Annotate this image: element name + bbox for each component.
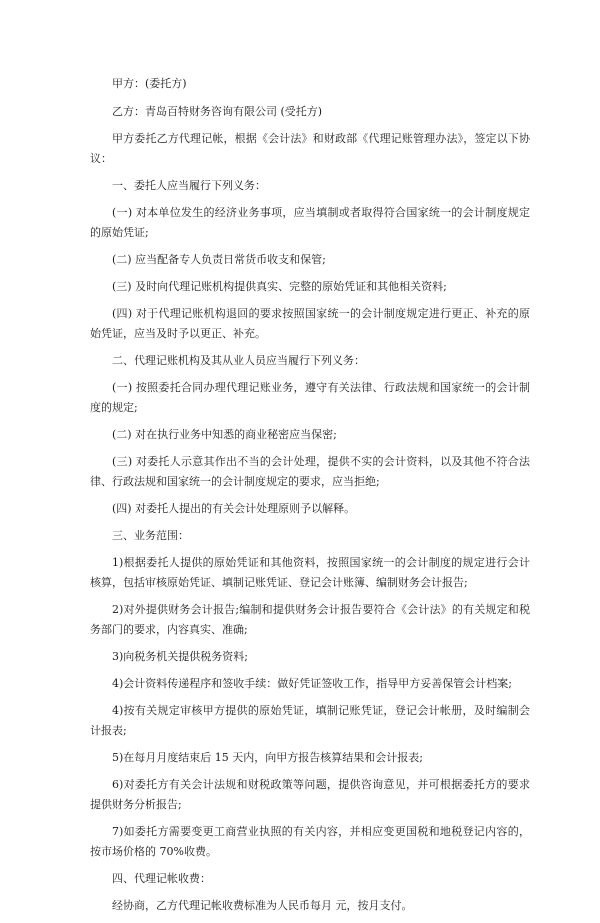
client-obligation-1: (一) 对本单位发生的经济业务事项，应当填制或者取得符合国家统一的会计制度规定的原始凭证; xyxy=(90,206,530,239)
client-obligation-3: (三) 及时向代理记账机构提供真实、完整的原始凭证和其他相关资料; xyxy=(112,280,447,293)
scope-item-4a: 4)会计资料传递程序和签收手续：做好凭证签收工作，指导甲方妥善保管会计档案; xyxy=(112,677,512,690)
scope-item-4b: 4)按有关规定审核甲方提供的原始凭证，填制记账凭证，登记会计帐册，及时编制会计报表; xyxy=(90,704,530,737)
party-b-line: 乙方：青岛百特财务咨询有限公司 (受托方) xyxy=(112,105,323,118)
agency-obligation-2: (二) 对在执行业务中知悉的商业秘密应当保密; xyxy=(112,428,337,441)
client-obligation-4: (四) 对于代理记账机构退回的要求按照国家统一的会计制度规定进行更正、补充的原始凭证，应当及时予以更正、补充。 xyxy=(90,307,530,340)
scope-item-3: 3)向税务机关提供税务资料; xyxy=(112,650,248,663)
scope-item-1: 1)根据委托人提供的原始凭证和其他资料，按照国家统一的会计制度的规定进行会计核算，包括审核原始凭证、填制记账凭证、登记会计账簿、编制财务会计报告; xyxy=(90,556,530,589)
client-obligation-2: (二) 应当配备专人负责日常货币收支和保管; xyxy=(112,253,326,266)
scope-item-6: 6)对委托方有关会计法规和财税政策等问题，提供咨询意见，并可根据委托方的要求提供财务分析报告; xyxy=(90,778,530,811)
section-heading-client-obligations: 一、委托人应当履行下列义务： xyxy=(112,179,266,192)
scope-item-2: 2)对外提供财务会计报告;编制和提供财务会计报告要符合《会计法》的有关规定和税务部门的要求，内容真实、准确; xyxy=(90,603,530,636)
agency-obligation-1: (一) 按照委托合同办理代理记账业务，遵守有关法律、行政法规和国家统一的会计制度的规定; xyxy=(90,381,530,414)
contract-page xyxy=(90,74,530,923)
agency-obligation-3: (三) 对委托人示意其作出不当的会计处理，提供不实的会计资料，以及其他不符合法律、行政法规和国家统一的会计制度规定的要求，应当拒绝; xyxy=(90,455,530,488)
party-a-line: 甲方：(委托方) xyxy=(112,77,187,90)
section-heading-fees: 四、代理记帐收费： xyxy=(112,872,211,885)
section-heading-agency-obligations: 二、代理记账机构及其从业人员应当履行下列义务： xyxy=(112,354,365,367)
scope-item-7: 7)如委托方需要变更工商营业执照的有关内容，并相应变更国税和地税登记内容的，按市场价格的 70%收费。 xyxy=(90,825,530,858)
section-heading-scope: 三、业务范围： xyxy=(112,529,189,542)
scope-item-5: 5)在每月月度结束后 15 天内，向甲方报告核算结果和会计报表; xyxy=(112,751,423,764)
agency-obligation-4: (四) 对委托人提出的有关会计处理原则予以解释。 xyxy=(112,502,356,515)
fee-terms: 经协商，乙方代理记帐收费标准为人民币每月 元，按月支付。 xyxy=(112,899,413,912)
agreement-preamble: 甲方委托乙方代理记帐，根据《会计法》和财政部《代理记账管理办法》，签定以下协议： xyxy=(90,132,530,165)
